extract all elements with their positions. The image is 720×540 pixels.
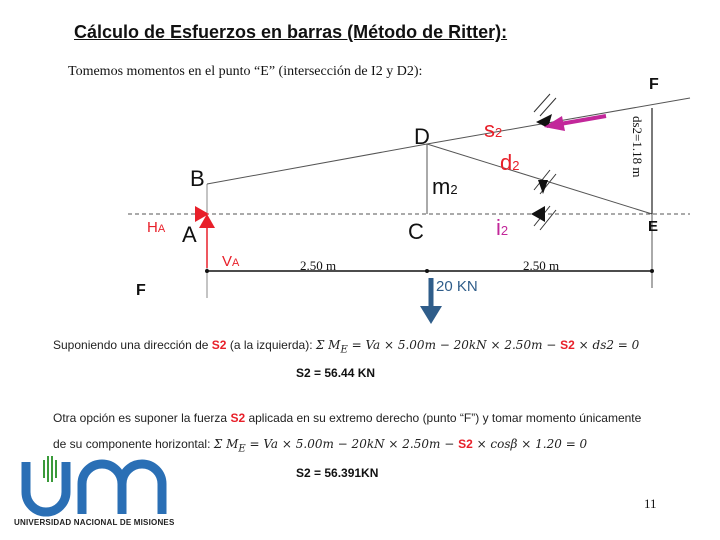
slide-subtitle: Tomemos momentos en el punto “E” (intersección de I2 y D2): xyxy=(68,64,423,79)
i2-label: i2 xyxy=(496,215,509,240)
option1-result: S2 = 56.44 KN xyxy=(296,366,376,380)
i2-cut-arrow xyxy=(531,206,545,222)
load-label: 20 KN xyxy=(436,278,478,295)
va-label: VA xyxy=(222,253,240,270)
option2-equation: de su componente horizontal: Σ $M_E = Va \times 5.00m - 20kN \times 2.50m - S2 \times \cos\beta \times 1.20 = 0$ xyxy=(53,437,588,455)
ds2-label: ds2=1.18 m xyxy=(630,116,645,178)
university-caption: UNIVERSIDAD NACIONAL DE MISIONES xyxy=(14,518,175,527)
option2-text-line1: Otra opción es suponer la fuerza S2 aplicada en su extremo derecho (punto “F”) y tomar momento únicamente xyxy=(53,411,642,425)
university-logo xyxy=(16,452,182,518)
point-c-label: C xyxy=(408,219,424,244)
dim-left-label: 2.50 m xyxy=(300,258,337,273)
d2-label: d2 xyxy=(500,150,520,175)
page-number: 11 xyxy=(644,496,657,511)
point-e-label: E xyxy=(648,218,659,235)
option1-equation: Suponiendo una dirección de S2 (a la izquierda): Σ $M_E = Va \times 5.00m - 20kN \times 2.50m - S2 \times ds2 = 0$ xyxy=(53,338,640,356)
d2-cut-arrow xyxy=(538,180,548,194)
dim-right-label: 2.50 m xyxy=(523,258,560,273)
ha-label: HA xyxy=(147,219,166,236)
bar-d2 xyxy=(427,144,652,214)
point-b-label: B xyxy=(190,166,205,191)
point-a-label: A xyxy=(182,222,197,247)
option2-result: S2 = 56.391KN xyxy=(296,466,379,480)
bar-bd xyxy=(207,144,427,184)
point-d-label: D xyxy=(414,124,430,149)
s2-label: s2 xyxy=(484,117,503,142)
point-f-left-label: F xyxy=(136,282,146,299)
m2-label: m2 xyxy=(432,174,458,199)
point-f-top-label: F xyxy=(649,76,659,93)
slide-title: Cálculo de Esfuerzos en barras (Método de Ritter): xyxy=(74,22,508,42)
